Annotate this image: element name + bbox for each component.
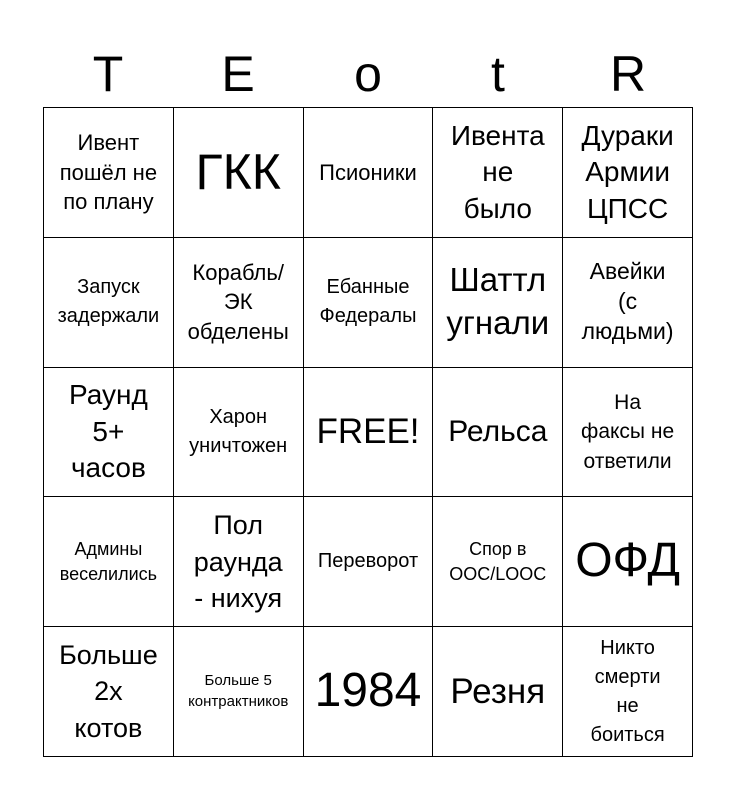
bingo-cell-text: FREE! [316, 411, 420, 451]
bingo-cell-text: ОФД [575, 534, 680, 588]
bingo-cell-r1c4[interactable] [433, 108, 563, 238]
bingo-cell-text: Шаттл угнали [446, 261, 550, 342]
bingo-cell-text: Больше 5 контрактников [188, 672, 289, 710]
bingo-cell-r1c5[interactable] [563, 108, 693, 238]
bingo-cell-r5c3[interactable] [304, 627, 434, 757]
header-letter-3: o [354, 46, 382, 102]
bingo-cell-text: ГКК [195, 143, 281, 200]
bingo-cell-text: Админы веселились [59, 538, 158, 584]
bingo-cell-text: Дураки Армии ЦПСС [581, 119, 674, 224]
bingo-cell-r4c1[interactable] [44, 497, 174, 627]
bingo-cell-r3c3[interactable] [304, 368, 434, 498]
bingo-cell-text: Ивент пошёл не по плану [59, 129, 158, 215]
bingo-cell-text: 1984 [314, 664, 422, 718]
bingo-cell-r3c4[interactable] [433, 368, 563, 498]
bingo-cell-r2c2[interactable] [174, 238, 304, 368]
bingo-cell-r5c4[interactable] [433, 627, 563, 757]
bingo-cell-text: Раунд 5+ часов [68, 379, 148, 484]
bingo-cell-text: Авейки (с людьми) [581, 258, 674, 345]
bingo-cell-text: Спор в OOC/LOOC [449, 538, 547, 584]
bingo-cell-text: Корабль/ ЭК обделены [187, 259, 289, 345]
bingo-cell-text: Пол раунда - нихуя [193, 510, 283, 613]
bingo-cell-r5c1[interactable] [44, 627, 174, 757]
bingo-cell-text: На факсы не ответили [581, 390, 675, 473]
header-letter-5: R [609, 46, 647, 102]
bingo-cell-text: Запуск задержали [57, 276, 160, 328]
bingo-cell-r4c2[interactable] [174, 497, 304, 627]
bingo-cell-r4c5[interactable] [563, 497, 693, 627]
header-letter-1: T [92, 46, 124, 102]
bingo-cell-r3c2[interactable] [174, 368, 304, 498]
bingo-cell-r2c1[interactable] [44, 238, 174, 368]
bingo-cell-text: Ебанные Федералы [319, 276, 417, 328]
bingo-cell-text: Никто смерти не боиться [590, 636, 665, 746]
bingo-cell-text: Переворот [317, 550, 419, 573]
bingo-cell-text: Харон уничтожен [189, 405, 288, 457]
bingo-cell-r1c3[interactable] [304, 108, 434, 238]
bingo-cell-r5c2[interactable] [174, 627, 304, 757]
bingo-board [43, 107, 693, 757]
bingo-cell-text: Больше 2х котов [59, 639, 158, 743]
bingo-cell-r1c1[interactable] [44, 108, 174, 238]
header-letter-4: t [491, 46, 505, 102]
bingo-cell-r4c3[interactable] [304, 497, 434, 627]
bingo-cell-r2c3[interactable] [304, 238, 434, 368]
bingo-cell-r2c5[interactable] [563, 238, 693, 368]
bingo-cell-r5c5[interactable] [563, 627, 693, 757]
bingo-cell-r2c4[interactable] [433, 238, 563, 368]
header-letter-2: E [221, 46, 255, 102]
bingo-cell-r1c2[interactable] [174, 108, 304, 238]
bingo-header [43, 40, 693, 108]
bingo-cell-text: Резня [450, 671, 546, 711]
bingo-cell-r4c4[interactable] [433, 497, 563, 627]
bingo-cell-text: Рельса [448, 415, 548, 449]
bingo-cell-r3c5[interactable] [563, 368, 693, 498]
bingo-cell-text: Псионики [319, 159, 417, 185]
bingo-cell-r3c1[interactable] [44, 368, 174, 498]
bingo-cell-text: Ивента не было [450, 119, 545, 224]
